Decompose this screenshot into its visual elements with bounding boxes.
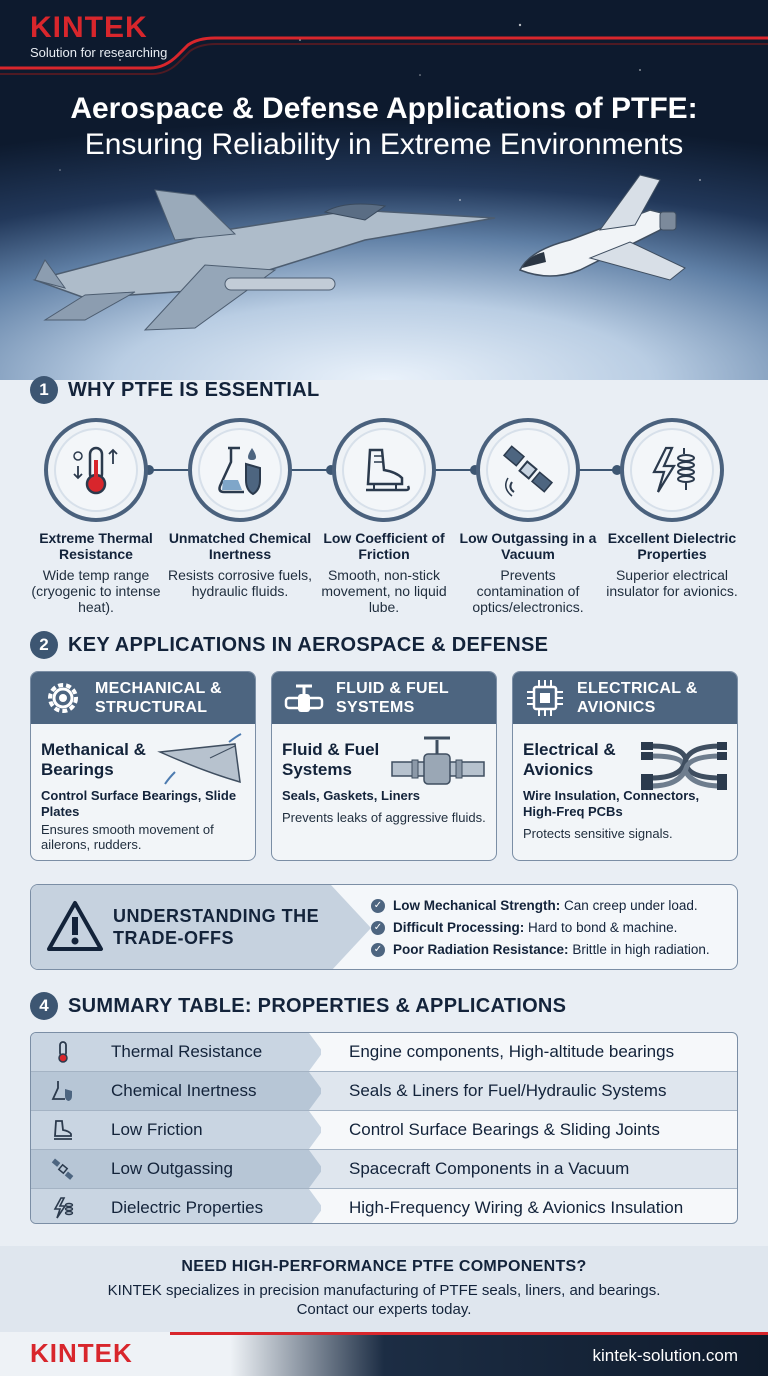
table-property: Low Friction [111,1120,203,1139]
section-2-header [30,631,548,659]
feature-title: Extreme Thermal Resistance [39,530,153,562]
feature-desc: Prevents contamination of optics/electronics. [472,567,584,615]
section-title: SUMMARY TABLE: PROPERTIES & APPLICATIONS [68,994,567,1017]
satellite-icon [500,442,556,498]
card-description: Protects sensitive signals. [523,826,673,841]
tradeoff-text: Hard to bond & machine. [528,920,678,935]
wire-bundle-illustration [641,732,727,792]
tradeoff-item [371,895,710,917]
card-header [272,672,496,724]
tradeoffs-panel [30,884,738,970]
check-icon: ✓ [371,921,385,935]
footer-accent-line [170,1332,768,1335]
ice-skate-icon [51,1118,75,1142]
feature-icon-ring [476,418,580,522]
section-number: 4 [30,992,58,1020]
card-title: Electrical & Avionics [523,740,616,779]
card-subtitle: Wire Insulation, Connectors, High-Freq PCBs [523,788,700,819]
feature-chemical [168,418,312,599]
lightning-coil-icon [644,442,700,498]
tradeoffs-list [371,895,710,961]
cta-line-2: Contact our experts today. [296,1301,472,1318]
tradeoff-text: Can creep under load. [564,898,698,913]
page-subtitle: Ensuring Reliability in Extreme Environments [84,128,684,161]
section-4-header [30,992,566,1020]
feature-title: Low Coefficient of Friction [323,530,445,562]
tradeoffs-title: UNDERSTANDING THE TRADE-OFFS [113,906,320,948]
warning-icon [45,899,105,955]
section-title: WHY PTFE IS ESSENTIAL [68,378,320,401]
feature-desc: Resists corrosive fuels, hydraulic fluids. [168,567,312,599]
feature-outgassing [456,418,600,615]
table-application: High-Frequency Wiring & Avionics Insulation [349,1198,684,1217]
footer-brand-logo[interactable]: KINTEK [30,1338,133,1368]
brand-tagline: Solution for researching [30,45,168,60]
thermometer-icon [68,442,124,498]
table-property: Dielectric Properties [111,1198,264,1217]
section-number: 2 [30,631,58,659]
hero-banner [0,0,768,380]
feature-icon-ring [620,418,724,522]
table-application: Control Surface Bearings & Sliding Joints [349,1120,660,1139]
card-title: Fluid & Fuel Systems [282,740,380,779]
summary-table [30,1032,738,1224]
flask-shield-icon [51,1079,75,1103]
brand-name: KINTEK [30,11,148,44]
feature-title: Excellent Dielectric Properties [607,530,737,562]
card-category: ELECTRICAL & AVIONICS [577,680,698,716]
check-icon: ✓ [371,943,385,957]
card-title: Methanical & Bearings [41,740,146,779]
table-property: Thermal Resistance [111,1042,263,1061]
footer-website-link[interactable]: kintek-solution.com [592,1346,738,1365]
section-number: 1 [30,376,58,404]
chip-icon [523,676,567,720]
table-row [31,1111,738,1149]
card-category: FLUID & FUEL SYSTEMS [336,680,449,716]
card-category: MECHANICAL & STRUCTURAL [95,680,222,716]
call-to-action [0,1246,768,1332]
brand-logo[interactable] [30,12,167,60]
feature-friction [312,418,456,615]
ice-skate-icon [356,442,412,498]
feature-dielectric [600,418,744,599]
valve-icon [282,676,326,720]
fighter-jet-illustration [25,170,515,340]
card-subtitle: Seals, Gaskets, Liners [282,788,421,803]
tradeoff-text: Brittle in high radiation. [572,942,710,957]
table-property: Low Outgassing [111,1159,233,1178]
feature-icon-ring [44,418,148,522]
footer [0,1332,768,1376]
table-application: Engine components, High-altitude bearings [349,1042,675,1061]
table-application: Spacecraft Components in a Vacuum [349,1159,630,1178]
feature-title: Low Outgassing in a Vacuum [459,530,597,562]
cta-line-1: KINTEK specializes in precision manufacturing of PTFE seals, liners, and bearings. [107,1282,661,1299]
table-row [31,1150,738,1188]
table-row [31,1033,738,1071]
cta-title: NEED HIGH-PERFORMANCE PTFE COMPONENTS? [181,1258,587,1275]
card-description: Ensures smooth movement of ailerons, rudders. [41,822,214,852]
feature-icon-ring [188,418,292,522]
page-title: Aerospace & Defense Applications of PTFE: [70,92,698,125]
space-shuttle-illustration [510,170,690,300]
tradeoff-item [371,939,710,961]
feature-title: Unmatched Chemical Inertness [168,530,312,562]
card-subtitle: Control Surface Bearings, Slide Plates [41,788,237,819]
section-1-header [30,376,320,404]
thermometer-icon [51,1040,75,1064]
check-icon: ✓ [371,899,385,913]
satellite-icon [51,1157,75,1181]
table-row [31,1072,738,1110]
card-description: Prevents leaks of aggressive fluids. [282,810,486,825]
lightning-coil-icon [51,1196,75,1220]
tradeoff-label: Poor Radiation Resistance: [393,942,569,957]
table-application: Seals & Liners for Fuel/Hydraulic Systems [349,1081,667,1100]
table-property: Chemical Inertness [111,1081,257,1100]
gear-icon [41,676,85,720]
feature-desc: Superior electrical insulator for avionics. [606,567,738,599]
tradeoff-label: Low Mechanical Strength: [393,898,561,913]
feature-icon-ring [332,418,436,522]
application-card-fluid [271,671,497,861]
card-header [513,672,737,724]
flask-shield-icon [212,442,268,498]
section-title: KEY APPLICATIONS IN AEROSPACE & DEFENSE [68,633,549,656]
tradeoff-item [371,917,710,939]
aileron-illustration [155,732,245,792]
tradeoff-label: Difficult Processing: [393,920,525,935]
card-header [31,672,255,724]
application-card-electrical [512,671,738,861]
feature-desc: Smooth, non-stick movement, no liquid lube. [321,567,447,615]
feature-desc: Wide temp range (cryogenic to intense heat). [31,567,161,615]
table-row [31,1189,738,1224]
application-card-mechanical [30,671,256,861]
feature-thermal [24,418,168,615]
pipe-valve-illustration [390,732,486,792]
